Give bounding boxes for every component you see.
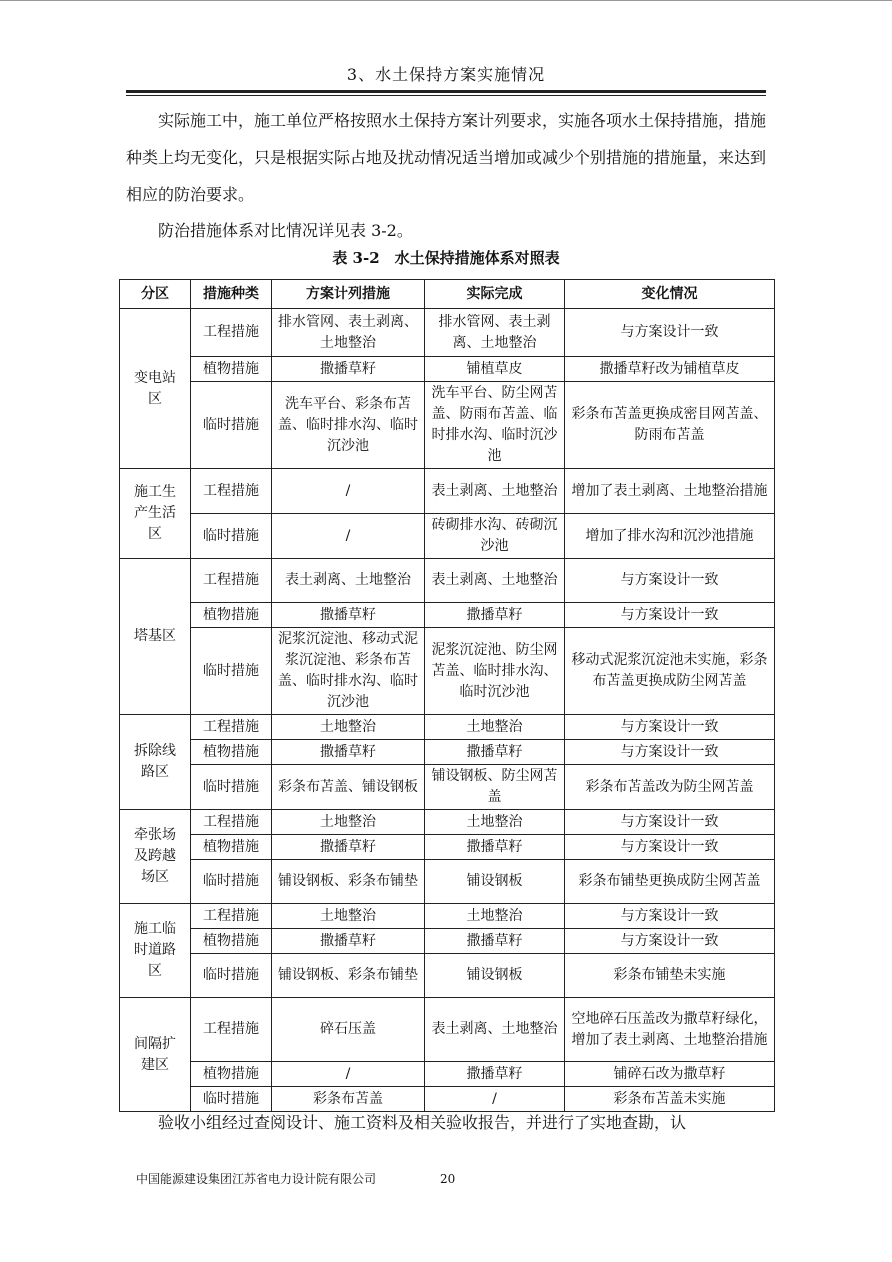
- page-top-border: [0, 0, 892, 1]
- change-cell: 与方案设计一致: [565, 740, 775, 765]
- region-cell: 塔基区: [120, 559, 191, 715]
- planned-cell: 撒播草籽: [272, 740, 425, 765]
- region-cell: 变电站区: [120, 309, 191, 469]
- actual-cell: 撒播草籽: [425, 929, 565, 954]
- region-cell: 施工生产生活区: [120, 469, 191, 559]
- measure-type-cell: 临时措施: [191, 382, 272, 469]
- planned-cell: 泥浆沉淀池、移动式泥浆沉淀池、彩条布苫盖、临时排水沟、临时沉沙池: [272, 628, 425, 715]
- actual-cell: 撒播草籽: [425, 1062, 565, 1087]
- table-row: [120, 309, 775, 357]
- measure-type-cell: 临时措施: [191, 954, 272, 998]
- header-rule-thin: [126, 95, 766, 96]
- planned-cell: 彩条布苫盖、铺设钢板: [272, 765, 425, 810]
- change-cell: 与方案设计一致: [565, 603, 775, 628]
- header-actual-completed: 实际完成: [425, 280, 565, 309]
- planned-cell: 撒播草籽: [272, 835, 425, 860]
- measure-type-cell: 植物措施: [191, 603, 272, 628]
- table-row: [120, 715, 775, 740]
- planned-cell: 洗车平台、彩条布苫盖、临时排水沟、临时沉沙池: [272, 382, 425, 469]
- actual-cell: 土地整治: [425, 715, 565, 740]
- measure-type-cell: 临时措施: [191, 765, 272, 810]
- measure-type-cell: 工程措施: [191, 998, 272, 1062]
- measure-type-cell: 工程措施: [191, 904, 272, 929]
- change-cell: 彩条布铺垫更换成防尘网苫盖: [565, 860, 775, 904]
- measure-type-cell: 植物措施: [191, 929, 272, 954]
- planned-cell: 撒播草籽: [272, 603, 425, 628]
- planned-cell: 土地整治: [272, 810, 425, 835]
- measure-type-cell: 工程措施: [191, 469, 272, 514]
- change-cell: 与方案设计一致: [565, 715, 775, 740]
- change-cell: 增加了表土剥离、土地整治措施: [565, 469, 775, 514]
- measures-comparison-table: [119, 279, 775, 1112]
- measure-type-cell: 植物措施: [191, 740, 272, 765]
- header-region: 分区: [120, 280, 191, 309]
- table-row: [120, 514, 775, 559]
- table-row: [120, 998, 775, 1062]
- actual-cell: 洗车平台、防尘网苫盖、防雨布苫盖、临时排水沟、临时沉沙池: [425, 382, 565, 469]
- region-cell: 拆除线路区: [120, 715, 191, 810]
- header-change: 变化情况: [565, 280, 775, 309]
- change-cell: 移动式泥浆沉淀池未实施，彩条布苫盖更换成防尘网苫盖: [565, 628, 775, 715]
- actual-cell: 撒播草籽: [425, 603, 565, 628]
- change-cell: 彩条布铺垫未实施: [565, 954, 775, 998]
- table-row: [120, 860, 775, 904]
- change-cell: 彩条布苫盖未实施: [565, 1087, 775, 1112]
- running-header: 3、水土保持方案实施情况: [346, 65, 546, 84]
- planned-cell: 排水管网、表土剥离、土地整治: [272, 309, 425, 357]
- planned-cell: /: [272, 469, 425, 514]
- actual-cell: 铺设钢板、防尘网苫盖: [425, 765, 565, 810]
- measure-type-cell: 临时措施: [191, 628, 272, 715]
- planned-cell: 铺设钢板、彩条布铺垫: [272, 860, 425, 904]
- actual-cell: 砖砌排水沟、砖砌沉沙池: [425, 514, 565, 559]
- planned-cell: /: [272, 1062, 425, 1087]
- change-cell: 与方案设计一致: [565, 835, 775, 860]
- change-cell: 铺碎石改为撒草籽: [565, 1062, 775, 1087]
- measure-type-cell: 临时措施: [191, 1087, 272, 1112]
- actual-cell: 表土剥离、土地整治: [425, 998, 565, 1062]
- header-measure-type: 措施种类: [191, 280, 272, 309]
- table-header-row: [120, 280, 775, 309]
- measure-type-cell: 植物措施: [191, 835, 272, 860]
- table-row: [120, 628, 775, 715]
- measure-type-cell: 植物措施: [191, 1062, 272, 1087]
- measure-type-cell: 工程措施: [191, 810, 272, 835]
- planned-cell: 撒播草籽: [272, 929, 425, 954]
- change-cell: 与方案设计一致: [565, 929, 775, 954]
- table-body: [120, 309, 775, 1112]
- table-row: [120, 954, 775, 998]
- table-row: [120, 382, 775, 469]
- table-row: [120, 1062, 775, 1087]
- planned-cell: 土地整治: [272, 715, 425, 740]
- planned-cell: 碎石压盖: [272, 998, 425, 1062]
- actual-cell: 土地整治: [425, 810, 565, 835]
- change-cell: 空地碎石压盖改为撒草籽绿化，增加了表土剥离、土地整治措施: [565, 998, 775, 1062]
- region-cell: 间隔扩建区: [120, 998, 191, 1112]
- change-cell: 撒播草籽改为铺植草皮: [565, 357, 775, 382]
- planned-cell: 表土剥离、土地整治: [272, 559, 425, 603]
- change-cell: 彩条布苫盖改为防尘网苫盖: [565, 765, 775, 810]
- table-caption: 表 3-2 水土保持措施体系对照表: [332, 249, 560, 267]
- region-cell: 施工临时道路区: [120, 904, 191, 998]
- table-row: [120, 810, 775, 835]
- actual-cell: 撒播草籽: [425, 740, 565, 765]
- measure-type-cell: 临时措施: [191, 860, 272, 904]
- actual-cell: 铺植草皮: [425, 357, 565, 382]
- table-row: [120, 740, 775, 765]
- body-paragraph-1: 实际施工中，施工单位严格按照水土保持方案计列要求，实施各项水土保持措施，措施种类上均无变化，只是根据实际占地及扰动情况适当增加或减少个别措施的措施量，来达到相应的防治要求。: [126, 111, 767, 204]
- table-row: [120, 603, 775, 628]
- actual-cell: 撒播草籽: [425, 835, 565, 860]
- body-paragraph-2: 防治措施体系对比情况详见表 3-2。: [158, 221, 413, 240]
- change-cell: 与方案设计一致: [565, 904, 775, 929]
- change-cell: 与方案设计一致: [565, 810, 775, 835]
- table-row: [120, 904, 775, 929]
- body-paragraph-3: 验收小组经过查阅设计、施工资料及相关验收报告，并进行了实地查勘，认: [158, 1113, 687, 1132]
- page-number: 20: [440, 1172, 456, 1186]
- table-row: [120, 835, 775, 860]
- planned-cell: /: [272, 514, 425, 559]
- planned-cell: 撒播草籽: [272, 357, 425, 382]
- actual-cell: 铺设钢板: [425, 954, 565, 998]
- actual-cell: 土地整治: [425, 904, 565, 929]
- measure-type-cell: 临时措施: [191, 514, 272, 559]
- change-cell: 与方案设计一致: [565, 559, 775, 603]
- actual-cell: 表土剥离、土地整治: [425, 469, 565, 514]
- table-row: [120, 559, 775, 603]
- actual-cell: 表土剥离、土地整治: [425, 559, 565, 603]
- actual-cell: /: [425, 1087, 565, 1112]
- table-row: [120, 765, 775, 810]
- planned-cell: 铺设钢板、彩条布铺垫: [272, 954, 425, 998]
- region-cell: 牵张场及跨越场区: [120, 810, 191, 904]
- change-cell: 增加了排水沟和沉沙池措施: [565, 514, 775, 559]
- actual-cell: 泥浆沉淀池、防尘网苫盖、临时排水沟、临时沉沙池: [425, 628, 565, 715]
- header-planned-measures: 方案计列措施: [272, 280, 425, 309]
- measure-type-cell: 工程措施: [191, 715, 272, 740]
- change-cell: 与方案设计一致: [565, 309, 775, 357]
- measure-type-cell: 植物措施: [191, 357, 272, 382]
- planned-cell: 土地整治: [272, 904, 425, 929]
- table-row: [120, 357, 775, 382]
- measure-type-cell: 工程措施: [191, 559, 272, 603]
- actual-cell: 排水管网、表土剥离、土地整治: [425, 309, 565, 357]
- header-rule-thick: [126, 90, 766, 93]
- table-row: [120, 469, 775, 514]
- measure-type-cell: 工程措施: [191, 309, 272, 357]
- planned-cell: 彩条布苫盖: [272, 1087, 425, 1112]
- footer-company: 中国能源建设集团江苏省电力设计院有限公司: [136, 1172, 377, 1186]
- change-cell: 彩条布苫盖更换成密目网苫盖、防雨布苫盖: [565, 382, 775, 469]
- actual-cell: 铺设钢板: [425, 860, 565, 904]
- table-row: [120, 929, 775, 954]
